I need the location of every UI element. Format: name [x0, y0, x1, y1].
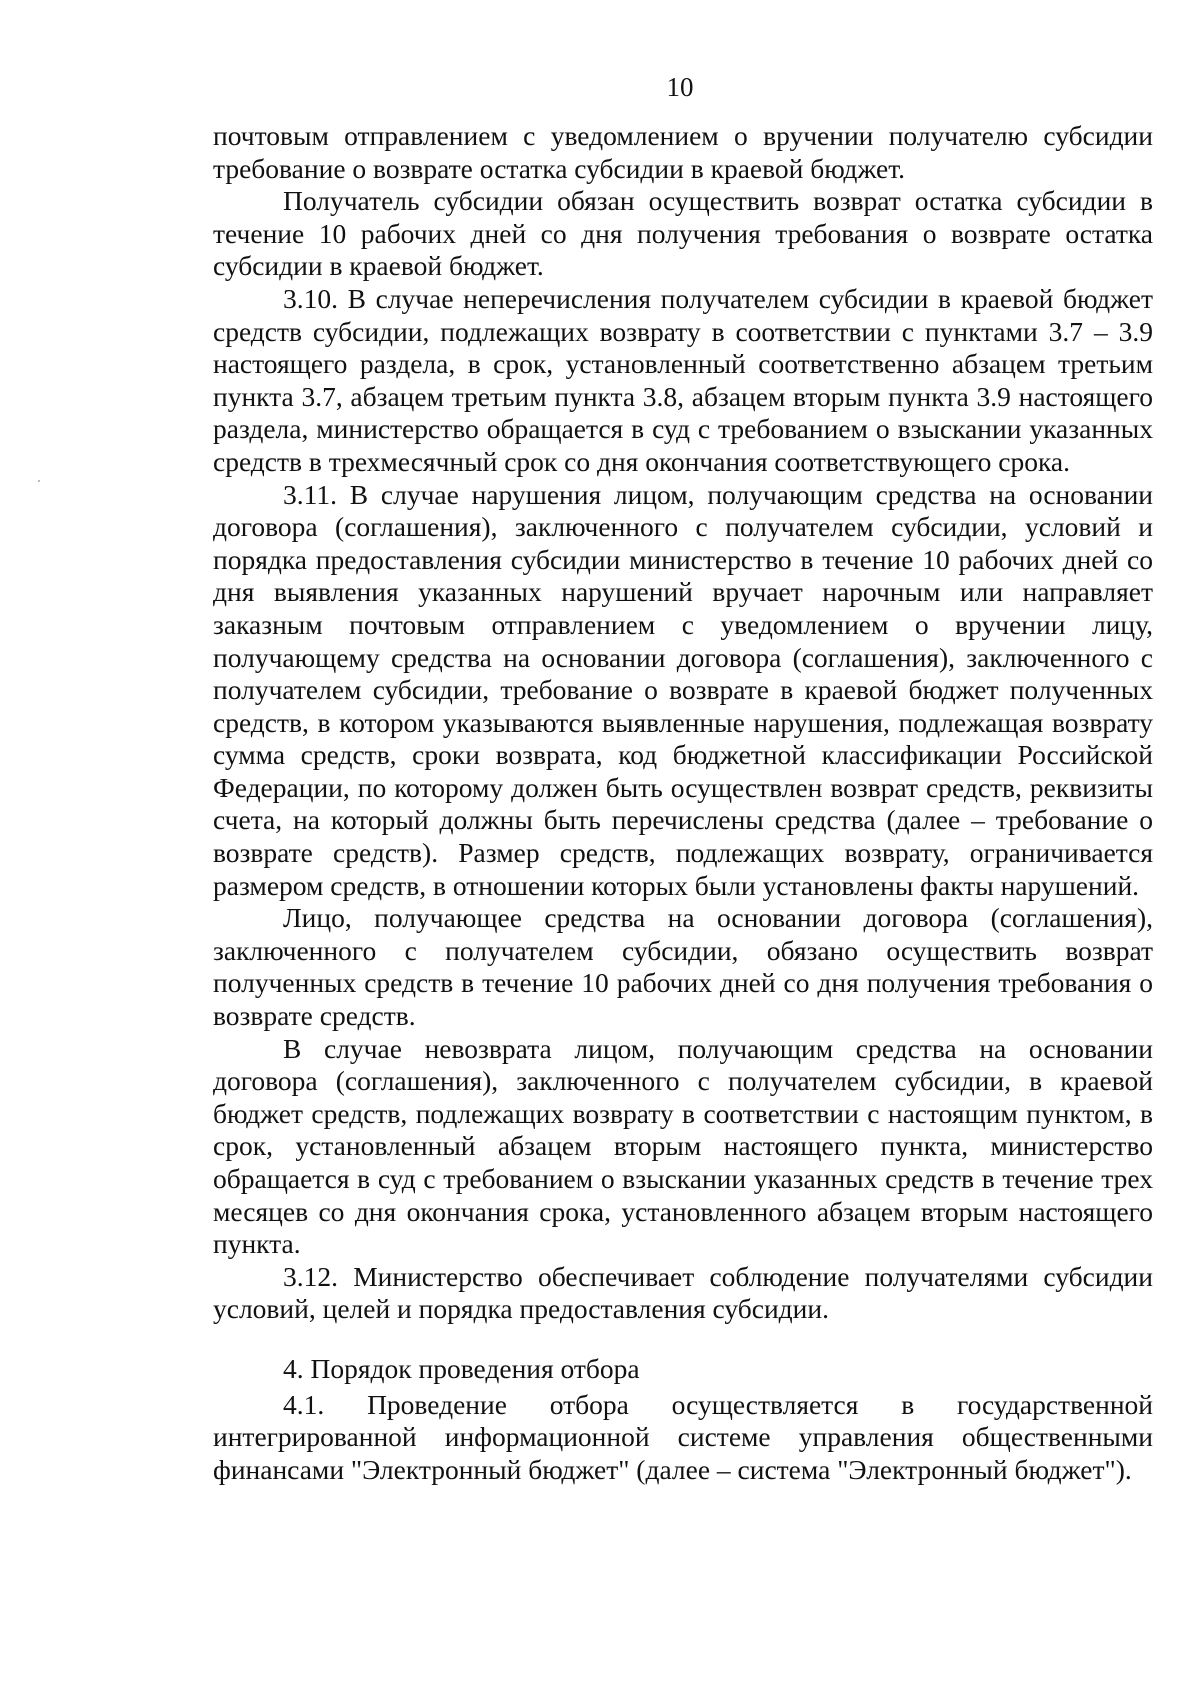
section-heading: 4. Порядок проведения отбора: [283, 1352, 640, 1384]
paragraph-non-return: В случае невозврата лицом, получающим средства на основании договора (соглашения), заключенного с получателем субсидии, в краевой бюджет средств, подлежащих возврату в соответствии с настоящим пунктом, в срок, установленный абзацем вторым настоящего пункта, министерство обращается в суд с требованием о взыскании указанных средств в течение трех месяцев со дня окончания срока, установленного абзацем вторым настоящего пункта.: [213, 1032, 1153, 1260]
paragraph-4-1: 4.1. Проведение отбора осуществляется в государственной интегрированной информационной системе управления общественными финансами "Электронный бюджет" (далее – система "Электронный бюджет").: [213, 1388, 1153, 1485]
paragraph-recipient-obligation: Получатель субсидии обязан осуществить возврат остатка субсидии в течение 10 рабочих дней со дня получения требования о возврате остатка субсидии в краевой бюджет.: [213, 185, 1153, 282]
paragraph-3-11: 3.11. В случае нарушения лицом, получающим средства на основании договора (соглашения), заключенного с получателем субсидии, условий и порядка предоставления субсидии министерство в течение 10 рабочих дней со дня выявления указанных нарушений вручает нарочным или направляет заказным почтовым отправлением с уведомлением о вручении лицу, получающему средства на основании договора (соглашения), заключенного с получателем субсидии, требование о возврате в краевой бюджет полученных средств, в котором указываются выявленные нарушения, подлежащая возврату сумма средств, сроки возврата, код бюджетной классификации Российской Федерации, по которому должен быть осуществлен возврат средств, реквизиты счета, на который должны быть перечислены средства (далее – требование о возврате средств). Размер средств, подлежащих возврату, ограничивается размером средств, в отношении которых были установлены факты нарушений.: [213, 478, 1153, 901]
page-number: 10: [666, 72, 694, 102]
paragraph-3-10: 3.10. В случае неперечисления получателем субсидии в краевой бюджет средств субсидии, подлежащих возврату в соответствии с пунктами 3.7 – 3.9 настоящего раздела, в срок, установленный соответственно абзацем третьим пункта 3.7, абзацем третьим пункта 3.8, абзацем вторым пункта 3.9 настоящего раздела, министерство обращается в суд с требованием о взыскании указанных средств в трехмесячный срок со дня окончания соответствующего срока.: [213, 282, 1153, 477]
document-body: [213, 120, 1153, 1486]
paragraph-3-12: 3.12. Министерство обеспечивает соблюдение получателями субсидии условий, целей и порядка предоставления субсидии.: [213, 1260, 1153, 1325]
scan-artifact: [38, 480, 40, 482]
paragraph-continuation: почтовым отправлением с уведомлением о вручении получателю субсидии требование о возврате остатка субсидии в краевой бюджет.: [213, 120, 1153, 184]
paragraph-person-obligation: Лицо, получающее средства на основании договора (соглашения), заключенного с получателем субсидии, обязано осуществить возврат полученных средств в течение 10 рабочих дней со дня получения требования о возврате средств.: [213, 902, 1153, 1032]
